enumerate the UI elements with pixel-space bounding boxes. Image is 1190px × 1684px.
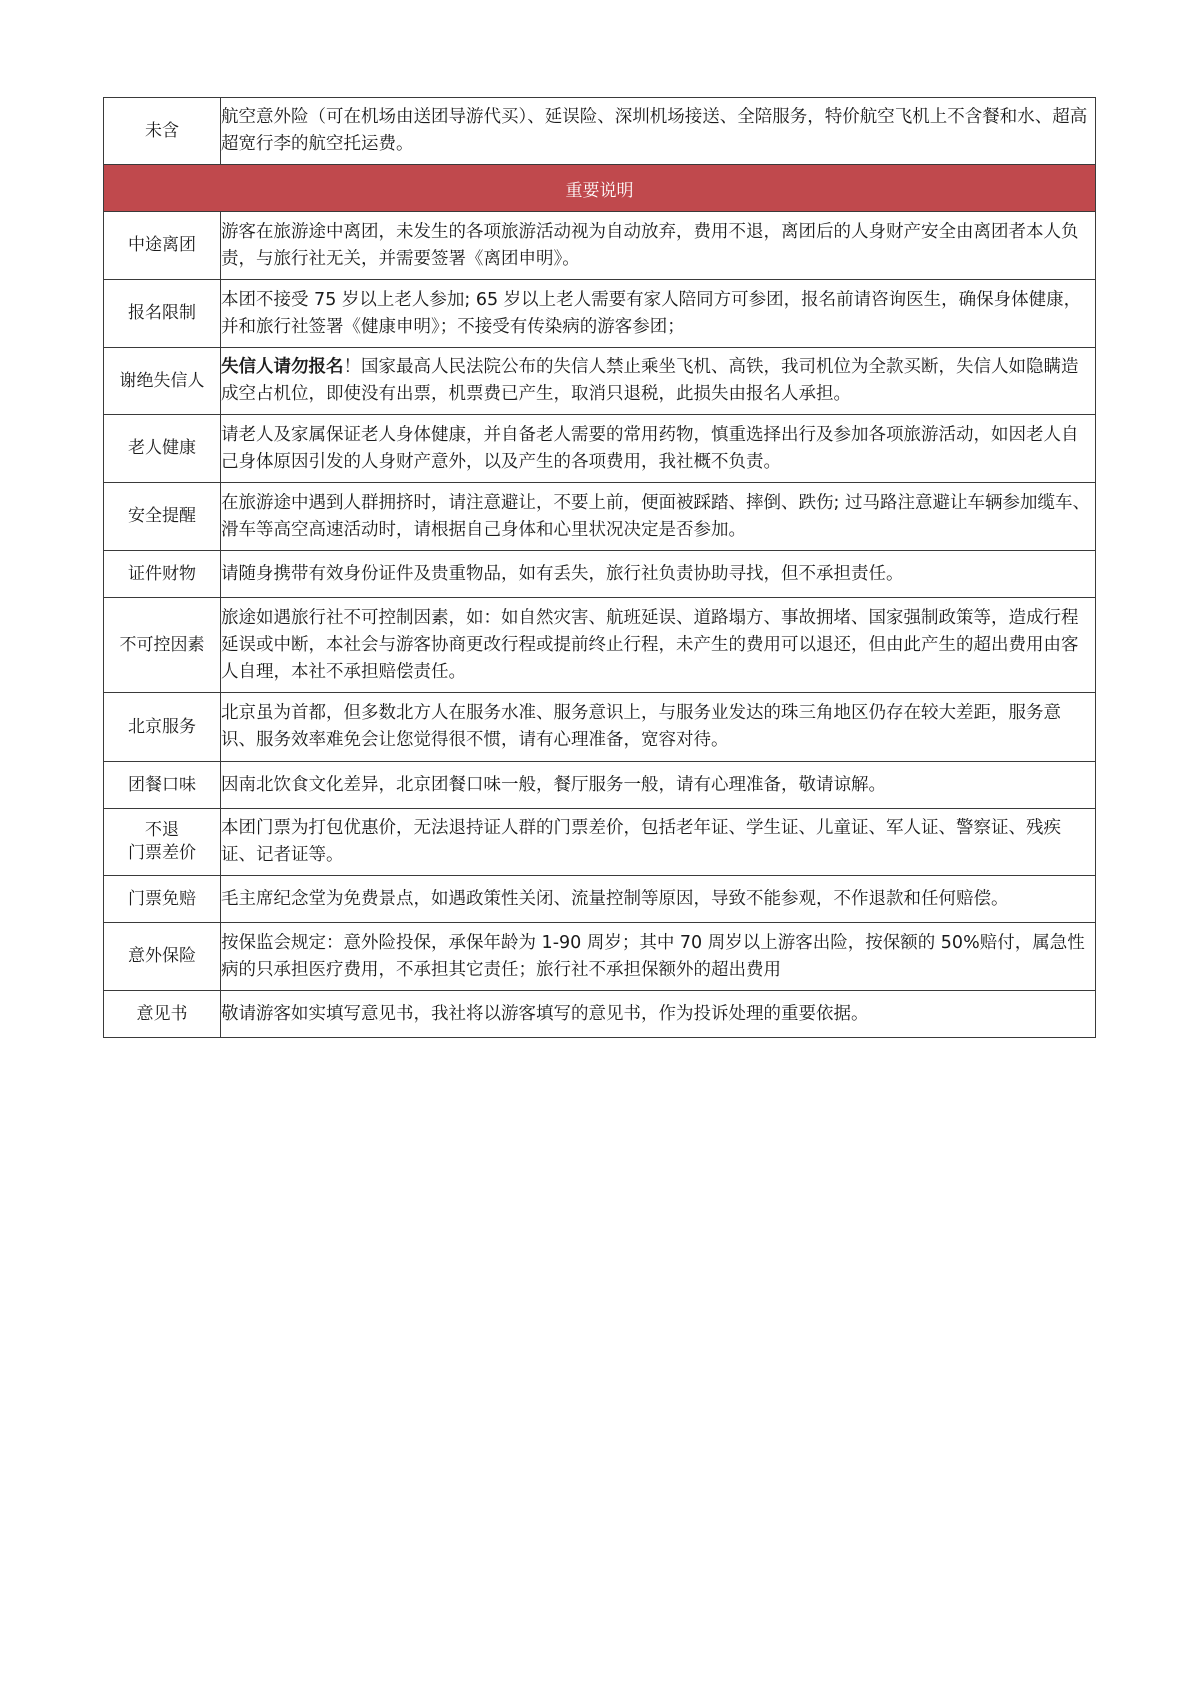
row-ticket-no-compensation [104,876,1096,923]
row-content: 游客在旅游途中离团，未发生的各项旅游活动视为自动放弃，费用不退，离团后的人身财产安全由离团者本人负责，与旅行社无关，并需要签署《离团申明》。 [221,212,1096,280]
row-label: 意见书 [104,991,221,1038]
row-label: 团餐口味 [104,762,221,809]
row-content: 旅途如遇旅行社不可控制因素，如：如自然灾害、航班延误、道路塌方、事故拥堵、国家强制政策等，造成行程延误或中断，本社会与游客协商更改行程或提前终止行程，未产生的费用可以退还，但由此产生的超出费用由客人自理，本社不承担赔偿责任。 [221,598,1096,693]
row-label: 意外保险 [104,923,221,991]
row-elder-health [104,415,1096,483]
row-label: 中途离团 [104,212,221,280]
row-content: 因南北饮食文化差异，北京团餐口味一般，餐厅服务一般，请有心理准备，敬请谅解。 [221,762,1096,809]
row-label: 证件财物 [104,551,221,598]
row-content: 本团不接受 75 岁以上老人参加; 65 岁以上老人需要有家人陪同方可参团，报名前请咨询医生，确保身体健康，并和旅行社签署《健康申明》；不接受有传染病的游客参团； [221,280,1096,348]
row-beijing-service [104,693,1096,762]
row-label: 门票免赔 [104,876,221,923]
row-content: 敬请游客如实填写意见书，我社将以游客填写的意见书，作为投诉处理的重要依据。 [221,991,1096,1038]
row-label: 不可控因素 [104,598,221,693]
row-label: 北京服务 [104,693,221,762]
warning-emphasis: 失信人请勿报名 [221,357,344,377]
row-label: 安全提醒 [104,483,221,551]
row-label: 未含 [104,98,221,165]
row-accident-insurance [104,923,1096,991]
row-label [104,809,221,876]
row-ticket-difference [104,809,1096,876]
notes-sheet [103,97,1095,1038]
row-label-line: 门票差价 [128,843,196,863]
row-content [221,348,1096,415]
row-leave-midway [104,212,1096,280]
tour-notes-table [103,97,1096,1038]
row-documents-valuables [104,551,1096,598]
row-meal-taste [104,762,1096,809]
row-content: 本团门票为打包优惠价，无法退持证人群的门票差价，包括老年证、学生证、儿童证、军人证、警察证、残疾证、记者证等。 [221,809,1096,876]
warning-text: ！国家最高人民法院公布的失信人禁止乘坐飞机、高铁，我司机位为全款买断，失信人如隐瞒造成空占机位，即使没有出票，机票费已产生，取消只退税，此损失由报名人承担。 [221,357,1079,404]
row-content: 毛主席纪念堂为免费景点，如遇政策性关闭、流量控制等原因，导致不能参观，不作退款和任何赔偿。 [221,876,1096,923]
row-uncontrollable-factors [104,598,1096,693]
row-label: 谢绝失信人 [104,348,221,415]
section-title: 重要说明 [104,165,1096,212]
row-not-included [104,98,1096,165]
row-registration-limit [104,280,1096,348]
row-content: 航空意外险（可在机场由送团导游代买）、延误险、深圳机场接送、全陪服务，特价航空飞机上不含餐和水、超高超宽行李的航空托运费。 [221,98,1096,165]
row-content: 请老人及家属保证老人身体健康，并自备老人需要的常用药物，慎重选择出行及参加各项旅游活动，如因老人自己身体原因引发的人身财产意外，以及产生的各项费用，我社概不负责。 [221,415,1096,483]
row-content: 在旅游途中遇到人群拥挤时，请注意避让，不要上前，便面被踩踏、摔倒、跌伤; 过马路注意避让车辆参加缆车、滑车等高空高速活动时，请根据自己身体和心里状况决定是否参加。 [221,483,1096,551]
row-label-line: 不退 [145,820,179,840]
row-content: 请随身携带有效身份证件及贵重物品，如有丢失，旅行社负责协助寻找，但不承担责任。 [221,551,1096,598]
row-safety-reminder [104,483,1096,551]
row-feedback-form [104,991,1096,1038]
row-content: 按保监会规定：意外险投保，承保年龄为 1-90 周岁；其中 70 周岁以上游客出险，按保额的 50%赔付，属急性病的只承担医疗费用，不承担其它责任；旅行社不承担保额外的超出费用 [221,923,1096,991]
row-content: 北京虽为首都，但多数北方人在服务水准、服务意识上，与服务业发达的珠三角地区仍存在较大差距，服务意识、服务效率难免会让您觉得很不惯，请有心理准备，宽容对待。 [221,693,1096,762]
row-decline-dishonest [104,348,1096,415]
section-header-row [104,165,1096,212]
row-label: 报名限制 [104,280,221,348]
row-label: 老人健康 [104,415,221,483]
